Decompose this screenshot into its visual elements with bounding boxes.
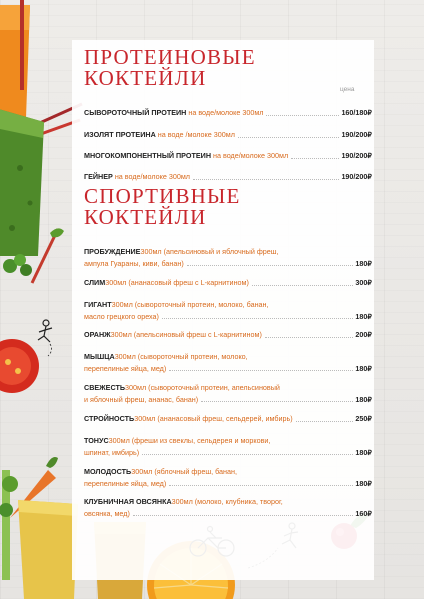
menu-item-price: 180₽ [355, 363, 372, 373]
protein-section-title: ПРОТЕИНОВЫЕ КОКТЕЙЛИ [84, 45, 256, 90]
menu-item-price: 180₽ [355, 311, 372, 321]
menu-item-name: СВЕЖЕСТЬ [84, 383, 126, 392]
menu-item-row [84, 107, 372, 119]
menu-item-name: ТОНУС [84, 436, 109, 445]
menu-item-description-cont: перепелиные яйца, мед) [84, 363, 167, 373]
menu-item-line [84, 351, 372, 363]
menu-item-price: 180₽ [355, 478, 372, 488]
dotted-leader [187, 265, 354, 266]
menu-item [84, 435, 372, 458]
menu-item-price: 160₽ [355, 508, 372, 518]
menu-item-description: 300мл (ананасовый фреш с L-карнитином) [105, 278, 249, 287]
menu-item-price: 190/200₽ [341, 151, 372, 160]
dotted-leader [265, 337, 354, 338]
menu-item-description: 300мл (сывороточный протеин, молоко, банан, [111, 300, 269, 309]
menu-item-description: 300мл (фреши из свеклы, сельдерея и моркови, [108, 436, 271, 445]
menu-item-text [84, 107, 263, 119]
menu-item [84, 299, 372, 322]
menu-item-row [84, 171, 372, 183]
menu-item-description-cont: и яблочный фреш, ананас, банан) [84, 394, 199, 404]
dotted-leader [142, 454, 353, 455]
menu-item-name: ОРАНЖ [84, 330, 111, 339]
parsley-sprig-image [0, 250, 40, 285]
menu-item [84, 413, 372, 425]
menu-item-text [84, 150, 288, 162]
menu-item-name: МНОГОКОМПОНЕНТНЫЙ ПРОТЕИН [84, 151, 212, 160]
menu-item-price: 180₽ [355, 394, 372, 404]
menu-item [84, 150, 372, 162]
dotted-leader [162, 318, 353, 319]
menu-item [84, 129, 372, 141]
menu-item [84, 466, 372, 489]
menu-item-line [84, 435, 372, 447]
dotted-leader [133, 515, 354, 516]
menu-item-name: КЛУБНИЧНАЯ ОВСЯНКА [84, 497, 172, 506]
menu-item [84, 351, 372, 374]
menu-item-price: 180₽ [355, 258, 372, 268]
menu-item-description: на воде/молоке 300мл [112, 172, 190, 181]
menu-item-line [84, 413, 372, 425]
menu-item-description-cont: овсянка, мед) [84, 508, 130, 518]
menu-item [84, 171, 372, 183]
menu-item [84, 496, 372, 519]
dotted-leader [291, 158, 339, 159]
menu-item-text [84, 171, 190, 183]
menu-item-description: 300мл (сывороточный протеин, молоко, [114, 352, 248, 361]
menu-item-price: 190/200₽ [341, 172, 372, 181]
menu-item-line [84, 329, 372, 341]
menu-item-line [84, 258, 372, 270]
menu-item-description: на воде /молоке 300мл [155, 130, 235, 139]
menu-item-line [84, 508, 372, 520]
menu-item-description-cont: масло грецкого ореха) [84, 311, 159, 321]
dotted-leader [193, 179, 339, 180]
menu-item-text [84, 129, 235, 141]
dotted-leader [296, 421, 354, 422]
menu-item-name: ГЕЙНЕР [84, 172, 113, 181]
menu-item-line [84, 311, 372, 323]
menu-item-name: МОЛОДОСТЬ [84, 467, 132, 476]
dotted-leader [169, 370, 353, 371]
menu-item-name: ИЗОЛЯТ ПРОТЕИНА [84, 130, 156, 139]
price-column-header: цена [340, 86, 355, 93]
menu-item-line [84, 478, 372, 490]
menu-item-row [84, 129, 372, 141]
menu-item-description: 300мл (яблочный фреш, банан, [131, 467, 237, 476]
menu-item-price: 300₽ [355, 278, 372, 287]
menu-item-price: 160/180₽ [341, 108, 372, 117]
menu-item [84, 277, 372, 289]
dotted-leader [169, 485, 353, 486]
menu-item-description: 300мл (апельсиновый и яблочный фреш, [140, 247, 279, 256]
menu-item-description: 300мл (ананасовый фреш, сельдерей, имбирь) [134, 414, 293, 423]
menu-item-line [84, 496, 372, 508]
menu-item-line [84, 447, 372, 459]
dotted-leader [201, 401, 353, 402]
menu-item-name: ПРОБУЖДЕНИЕ [84, 247, 141, 256]
menu-item-line [84, 246, 372, 258]
sport-section-title: СПОРТИВНЫЕ КОКТЕЙЛИ [84, 184, 241, 229]
menu-item-name: СЫВОРОТОЧНЫЙ ПРОТЕИН [84, 108, 187, 117]
menu-item-description: на воде/молоке 300мл [211, 151, 289, 160]
menu-item-description-cont: перепелиные яйца, мед) [84, 478, 167, 488]
menu-item-description: на воде/молоке 300мл [186, 108, 264, 117]
menu-item-line [84, 277, 372, 289]
menu-item-description: 300мл (апельсиновый фреш с L-карнитином) [110, 330, 262, 339]
menu-item-line [84, 299, 372, 311]
menu-item-price: 200₽ [355, 330, 372, 339]
menu-item-line [84, 394, 372, 406]
menu-item-description-cont: шпинат, имбирь) [84, 447, 140, 457]
menu-item [84, 329, 372, 341]
menu-item-name: СТРОЙНОСТЬ [84, 414, 135, 423]
menu-item-description: 300мл (молоко, клубника, творог, [171, 497, 283, 506]
menu-item-price: 180₽ [355, 447, 372, 457]
dotted-leader [266, 115, 339, 116]
menu-item-name: СЛИМ [84, 278, 106, 287]
menu-item-line [84, 466, 372, 478]
menu-item-description-cont: ампула Гуараны, киви, банан) [84, 258, 184, 268]
menu-item-row [84, 150, 372, 162]
menu-item-line [84, 363, 372, 375]
menu-item-price: 250₽ [355, 414, 372, 423]
menu-item [84, 246, 372, 269]
menu-item-price: 190/200₽ [341, 130, 372, 139]
dotted-leader [238, 137, 340, 138]
menu-item-name: ГИГАНТ [84, 300, 112, 309]
runner-doodle-icon [36, 318, 66, 358]
menu-item-name: МЫШЦА [84, 352, 115, 361]
menu-item [84, 382, 372, 405]
dotted-leader [252, 285, 354, 286]
menu-item-line [84, 382, 372, 394]
menu-item [84, 107, 372, 119]
menu-item-description: 300мл (сывороточный протеин, апельсиновый [125, 383, 280, 392]
